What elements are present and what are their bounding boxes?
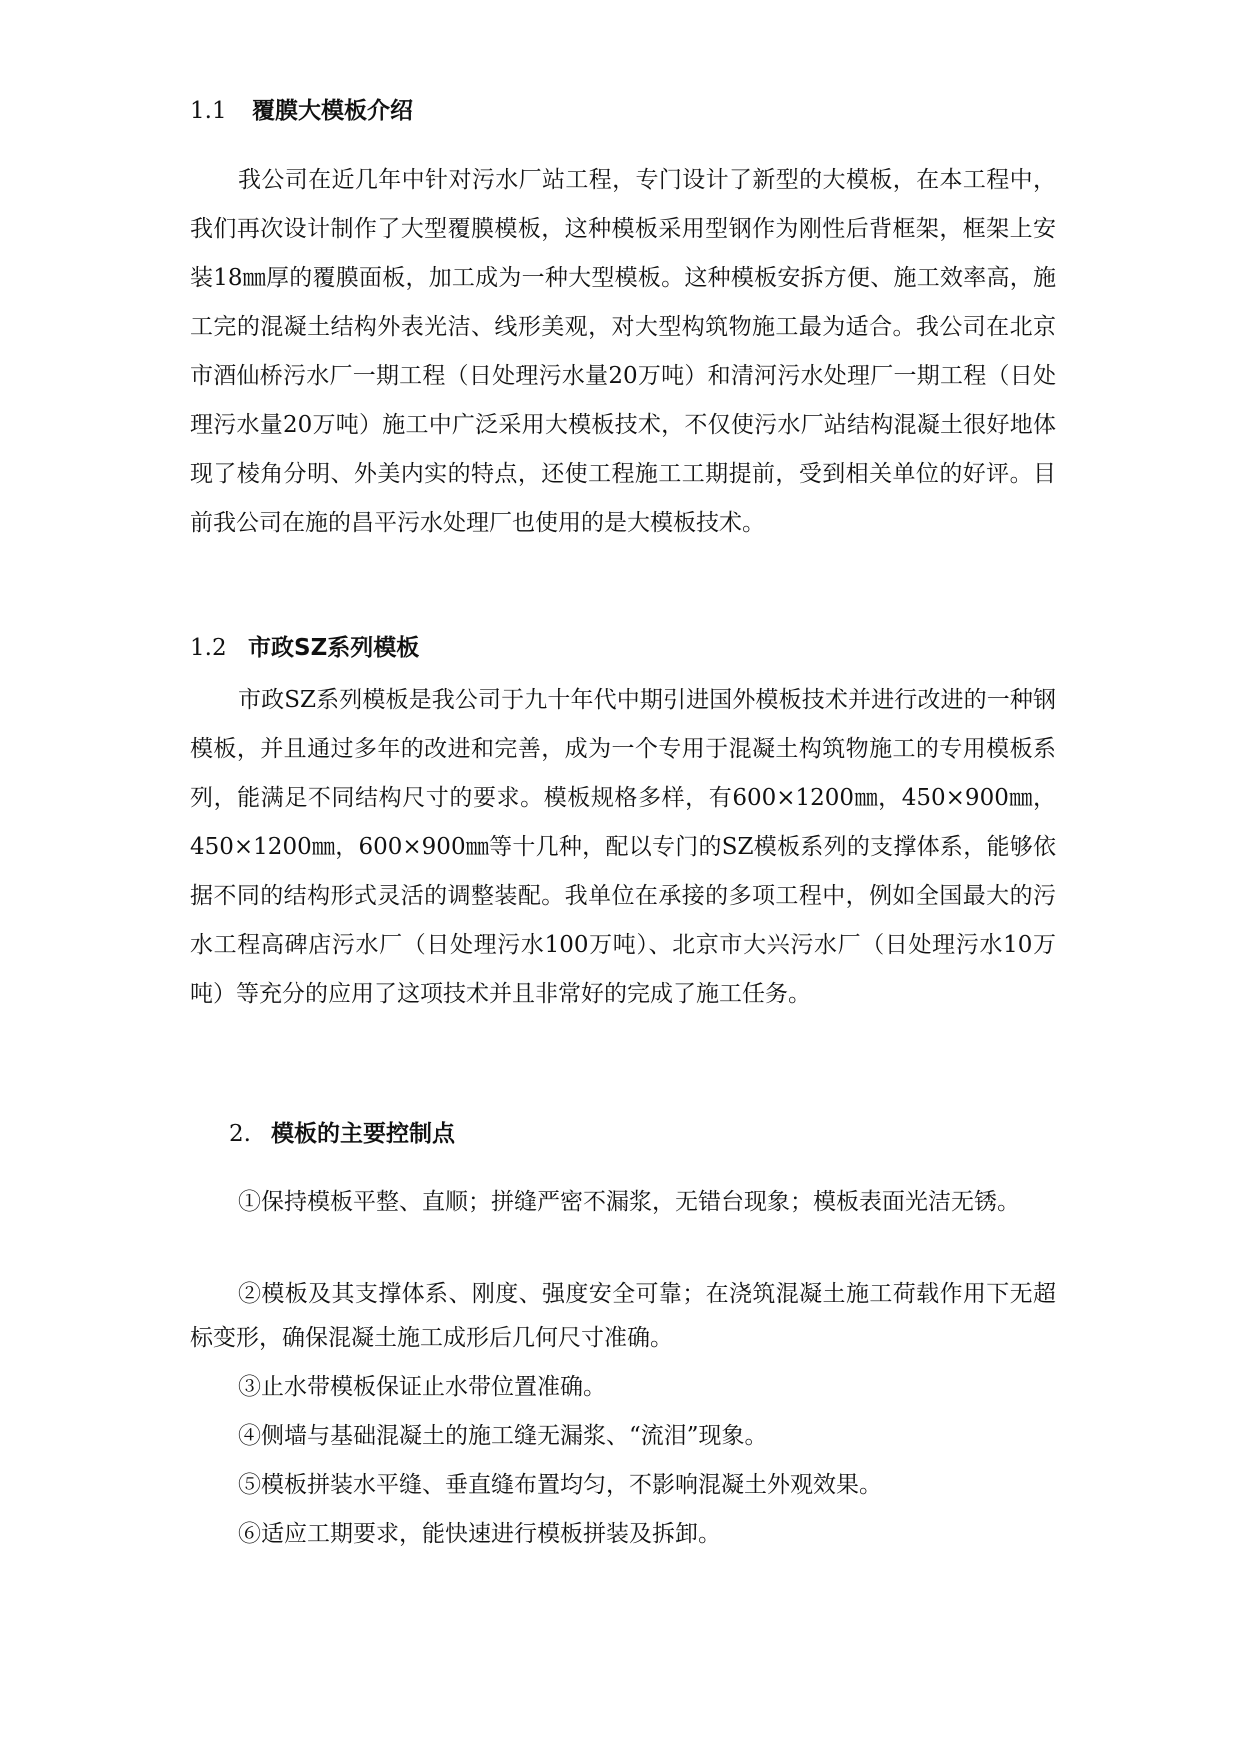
control-point-item: ②模板及其支撑体系、刚度、强度安全可靠；在浇筑混凝土施工荷载作用下无超标变形，确保混凝土施工成形后几何尺寸准确。 <box>190 1281 1056 1351</box>
control-point-item: ⑥适应工期要求，能快速进行模板拼装及拆卸。 <box>238 1521 721 1547</box>
section-1-1-paragraph: 我公司在近几年中针对污水厂站工程，专门设计了新型的大模板，在本工程中，我们再次设计制作了大型覆膜模板，这种模板采用型钢作为刚性后背框架，框架上安装18㎜厚的覆膜面板，加工成为一种大型模板。这种模板安拆方便、施工效率高，施工完的混凝土结构外表光洁、线形美观，对大型构筑物施工最为适合。我公司在北京市酒仙桥污水厂一期工程（日处理污水量20万吨）和清河污水处理厂一期工程（日处理污水量20万吨）施工中广泛采用大模板技术，不仅使污水厂站结构混凝土很好地体现了棱角分明、外美内实的特点，还使工程施工工期提前，受到相关单位的好评。目前我公司在施的昌平污水处理厂也使用的是大模板技术。 <box>190 167 1056 536</box>
section-title: 模板的主要控制点 <box>271 1121 455 1147</box>
section-number: 2. <box>229 1121 251 1147</box>
section-number: 1.1 <box>190 98 227 124</box>
control-point-item: ④侧墙与基础混凝土的施工缝无漏浆、“流泪”现象。 <box>238 1423 768 1449</box>
section-1-2-paragraph: 市政SZ系列模板是我公司于九十年代中期引进国外模板技术并进行改进的一种钢模板，并且通过多年的改进和完善，成为一个专用于混凝土构筑物施工的专用模板系列，能满足不同结构尺寸的要求。模板规格多样，有600×1200㎜，450×900㎜，450×1200㎜，600×900㎜等十几种，配以专门的SZ模板系列的支撑体系，能够依据不同的结构形式灵活的调整装配。我单位在承接的多项工程中，例如全国最大的污水工程高碑店污水厂（日处理污水100万吨）、北京市大兴污水厂（日处理污水10万吨）等充分的应用了这项技术并且非常好的完成了施工任务。 <box>190 687 1056 1007</box>
section-heading-2 <box>229 1119 455 1149</box>
control-point-item: ⑤模板拼装水平缝、垂直缝布置均匀，不影响混凝土外观效果。 <box>238 1472 882 1498</box>
section-heading-1-2 <box>190 633 419 663</box>
control-point-item: ①保持模板平整、直顺；拼缝严密不漏浆，无错台现象；模板表面光洁无锈。 <box>238 1189 1020 1215</box>
section-heading-1-1 <box>190 96 413 126</box>
control-point-item: ③止水带模板保证止水带位置准确。 <box>238 1374 606 1400</box>
section-title: 市政SZ系列模板 <box>248 635 420 661</box>
section-title: 覆膜大模板介绍 <box>252 98 413 124</box>
section-number: 1.2 <box>190 635 227 661</box>
